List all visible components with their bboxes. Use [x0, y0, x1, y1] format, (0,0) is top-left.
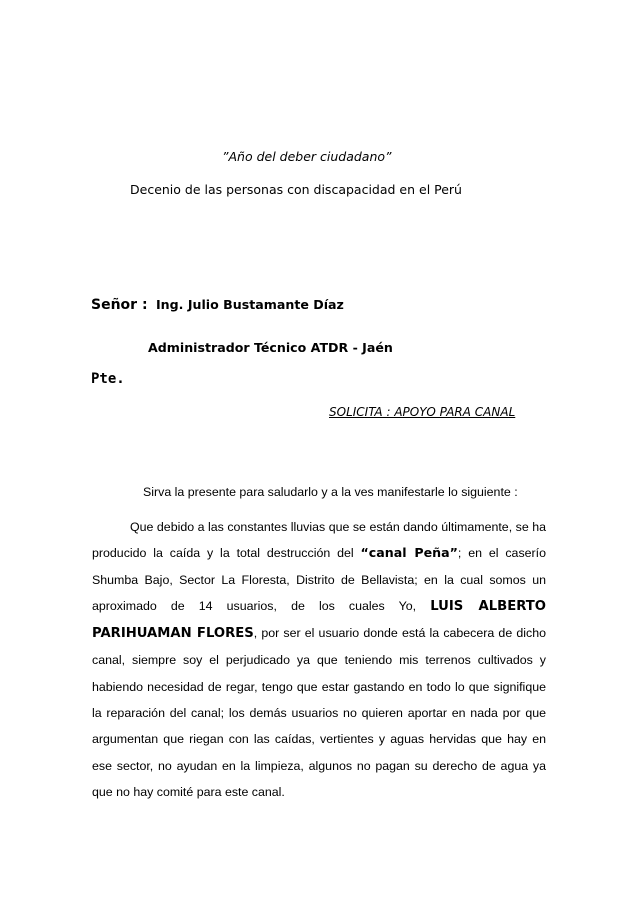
body-paragraph: [92, 514, 546, 805]
decade-title: Decenio de las personas con discapacidad en el Perú: [130, 182, 462, 197]
salutation: Señor :: [91, 297, 148, 313]
canal-name: “canal Peña”: [360, 545, 458, 561]
body-part-2: ; en el caserío Shumba Bajo, Sector La Floresta, Distrito de Bellavista; en la cual somos un aproximado de 14 usuarios, de los cuales Yo,: [92, 546, 546, 613]
addressee-name: Ing. Julio Bustamante Díaz: [156, 297, 344, 312]
greeting-line: Sirva la presente para saludarlo y a la ves manifestarle lo siguiente :: [143, 485, 518, 499]
body-part-1: Que debido a las constantes lluvias que se están dando últimamente, se ha producido la caída y la total destrucción del: [92, 520, 546, 561]
author-name: LUIS ALBERTO PARIHUAMAN FLORES: [92, 598, 546, 642]
addressee-line: [91, 296, 344, 314]
subject-line: SOLICITA : APOYO PARA CANAL: [329, 405, 516, 419]
present-label: Pte.: [91, 371, 125, 387]
addressee-position: Administrador Técnico ATDR - Jaén: [148, 340, 393, 355]
year-motto: ”Año del deber ciudadano”: [222, 149, 392, 164]
body-part-3: , por ser el usuario donde está la cabecera de dicho canal, siempre soy el perjudicado ya que teniendo mis terrenos cultivados y habiendo necesidad de regar, tengo que estar gastando en todo lo que signifique la reparación del canal; los demás usuarios no quieren aportar en nada por que argumentan que riegan con las caídas, vertientes y aguas hervidas que hay en ese sector, no ayudan en la limpieza, algunos no pagan su derecho de agua ya que no hay comité para este canal.: [92, 626, 546, 799]
